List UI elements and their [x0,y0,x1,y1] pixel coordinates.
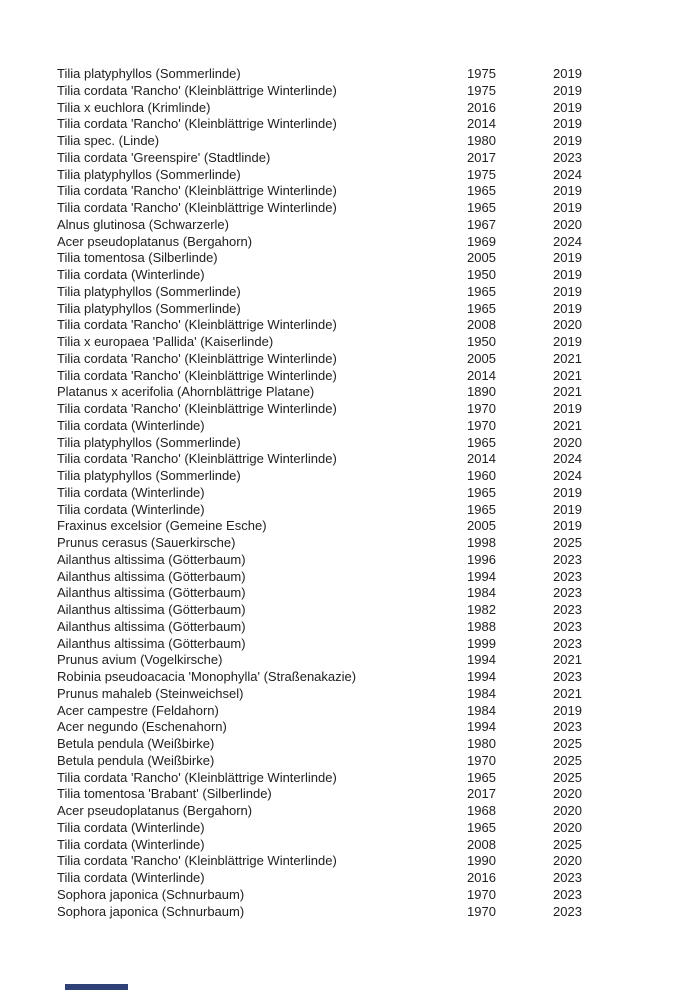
year2-cell: 2023 [553,635,582,651]
table-row [57,686,700,703]
year2-cell: 2024 [553,233,582,249]
table-row [57,870,700,887]
year1-cell: 1965 [467,501,496,517]
year1-cell: 1965 [467,200,496,215]
table-row [57,384,700,401]
species-cell: Tilia platyphyllos (Sommerlinde) [57,468,241,483]
species-cell: Fraxinus excelsior (Gemeine Esche) [57,518,267,534]
year2-cell: 2023 [553,903,582,919]
year1-cell: 1960 [467,468,496,483]
table-row [57,569,700,586]
species-cell: Tilia cordata (Winterlinde) [57,819,205,835]
species-cell: Tilia cordata 'Rancho' (Kleinblättrige Winterlinde) [57,451,337,467]
year2-cell: 2024 [553,166,582,182]
species-cell: Tilia tomentosa (Silberlinde) [57,250,218,266]
table-row [57,267,700,284]
table-row [57,652,700,669]
tree-list [57,66,700,920]
species-cell: Tilia platyphyllos (Sommerlinde) [57,283,241,299]
year2-cell: 2019 [553,183,582,199]
species-cell: Tilia platyphyllos (Sommerlinde) [57,166,241,182]
year1-cell: 1950 [467,267,496,282]
table-row [57,485,700,502]
year2-cell: 2025 [553,752,582,768]
table-row [57,820,700,837]
year2-cell: 2021 [553,652,582,668]
year2-cell: 2020 [553,216,582,232]
year1-cell: 2014 [467,367,496,383]
species-cell: Platanus x acerifolia (Ahornblättrige Platane) [57,384,315,400]
species-cell: Betula pendula (Weißbirke) [57,752,215,768]
table-row [57,770,700,787]
year1-cell: 2017 [467,149,496,165]
species-cell: Tilia cordata 'Rancho' (Kleinblättrige Winterlinde) [57,82,337,98]
species-cell: Ailanthus altissima (Götterbaum) [57,585,246,601]
year1-cell: 1967 [467,216,496,232]
species-cell: Prunus mahaleb (Steinweichsel) [57,685,244,701]
table-row [57,786,700,803]
year2-cell: 2019 [553,401,582,416]
species-cell: Tilia spec. (Linde) [57,133,160,148]
species-cell: Ailanthus altissima (Götterbaum) [57,618,246,634]
year2-cell: 2023 [553,551,582,567]
year2-cell: 2019 [553,267,582,282]
year2-cell: 2019 [553,66,582,81]
year1-cell: 1970 [467,401,496,416]
table-row [57,803,700,820]
table-row [57,669,700,686]
year1-cell: 1990 [467,853,496,869]
species-cell: Alnus glutinosa (Schwarzerle) [57,216,229,232]
table-row [57,66,700,83]
year2-cell: 2024 [553,468,582,483]
year2-cell: 2019 [553,300,582,316]
year1-cell: 1970 [467,903,496,919]
species-cell: Robinia pseudoacacia 'Monophylla' (Straßenakazie) [57,669,357,684]
species-cell: Tilia platyphyllos (Sommerlinde) [57,66,241,81]
year1-cell: 2005 [467,250,496,266]
species-cell: Tilia x europaea 'Pallida' (Kaiserlinde) [57,334,274,349]
year2-cell: 2020 [553,819,582,835]
year2-cell: 2019 [553,334,582,349]
year2-cell: 2025 [553,836,582,852]
species-cell: Tilia cordata 'Rancho' (Kleinblättrige Winterlinde) [57,183,337,199]
year1-cell: 1998 [467,535,496,550]
year1-cell: 1988 [467,618,496,634]
year1-cell: 1965 [467,819,496,835]
year1-cell: 2008 [467,317,496,333]
year2-cell: 2019 [553,133,582,148]
year2-cell: 2021 [553,350,582,366]
year1-cell: 1994 [467,568,496,584]
species-cell: Tilia cordata 'Rancho' (Kleinblättrige Winterlinde) [57,853,337,869]
species-cell: Tilia cordata (Winterlinde) [57,836,205,852]
year2-cell: 2023 [553,886,582,902]
year1-cell: 1982 [467,602,496,617]
year1-cell: 1984 [467,585,496,601]
year2-cell: 2025 [553,769,582,785]
species-cell: Ailanthus altissima (Götterbaum) [57,551,246,567]
year2-cell: 2025 [553,736,582,751]
year1-cell: 1996 [467,551,496,567]
table-row [57,301,700,318]
table-row [57,334,700,351]
year2-cell: 2020 [553,786,582,802]
year2-cell: 2023 [553,149,582,165]
year1-cell: 1970 [467,752,496,768]
year2-cell: 2023 [553,568,582,584]
species-cell: Tilia cordata 'Rancho' (Kleinblättrige Winterlinde) [57,116,337,132]
year2-cell: 2019 [553,200,582,215]
species-cell: Acer pseudoplatanus (Bergahorn) [57,803,253,818]
table-row [57,284,700,301]
table-row [57,719,700,736]
year1-cell: 2016 [467,99,496,115]
year1-cell: 1890 [467,384,496,400]
year2-cell: 2023 [553,618,582,634]
year2-cell: 2020 [553,434,582,450]
species-cell: Ailanthus altissima (Götterbaum) [57,568,246,584]
table-row [57,904,700,921]
species-cell: Tilia cordata (Winterlinde) [57,501,205,517]
year1-cell: 2017 [467,786,496,802]
table-row [57,83,700,100]
year1-cell: 1975 [467,66,496,81]
year2-cell: 2021 [553,367,582,383]
year2-cell: 2024 [553,451,582,467]
species-cell: Ailanthus altissima (Götterbaum) [57,635,246,651]
table-row [57,585,700,602]
year1-cell: 1965 [467,183,496,199]
species-cell: Acer campestre (Feldahorn) [57,702,219,718]
species-cell: Acer negundo (Eschenahorn) [57,719,227,735]
year2-cell: 2019 [553,501,582,517]
year2-cell: 2020 [553,853,582,869]
year2-cell: 2023 [553,719,582,735]
year1-cell: 2014 [467,451,496,467]
table-row [57,133,700,150]
table-row [57,552,700,569]
table-row [57,401,700,418]
partial-footer-bar [65,984,128,990]
species-cell: Prunus cerasus (Sauerkirsche) [57,535,236,550]
year2-cell: 2019 [553,82,582,98]
species-cell: Betula pendula (Weißbirke) [57,736,215,751]
year1-cell: 2008 [467,836,496,852]
table-row [57,351,700,368]
year1-cell: 1965 [467,484,496,500]
species-cell: Tilia x euchlora (Krimlinde) [57,99,211,115]
table-row [57,837,700,854]
year1-cell: 1975 [467,82,496,98]
year1-cell: 1984 [467,702,496,718]
table-row [57,200,700,217]
table-row [57,518,700,535]
species-cell: Tilia cordata 'Rancho' (Kleinblättrige Winterlinde) [57,367,337,383]
year1-cell: 1999 [467,635,496,651]
table-row [57,250,700,267]
table-row [57,502,700,519]
species-cell: Tilia cordata 'Rancho' (Kleinblättrige Winterlinde) [57,200,337,215]
year2-cell: 2019 [553,484,582,500]
year2-cell: 2019 [553,518,582,534]
year2-cell: 2019 [553,99,582,115]
year1-cell: 1965 [467,769,496,785]
table-row [57,183,700,200]
table-row [57,703,700,720]
species-cell: Tilia cordata (Winterlinde) [57,484,205,500]
year1-cell: 2016 [467,870,496,885]
species-cell: Tilia cordata 'Rancho' (Kleinblättrige Winterlinde) [57,350,337,366]
year1-cell: 1965 [467,283,496,299]
table-row [57,887,700,904]
species-cell: Prunus avium (Vogelkirsche) [57,652,223,668]
table-row [57,418,700,435]
table-row [57,468,700,485]
year2-cell: 2019 [553,250,582,266]
table-row [57,368,700,385]
species-cell: Tilia cordata 'Rancho' (Kleinblättrige Winterlinde) [57,769,337,785]
table-row [57,602,700,619]
table-row [57,736,700,753]
year2-cell: 2020 [553,803,582,818]
year1-cell: 1965 [467,434,496,450]
species-cell: Tilia cordata (Winterlinde) [57,417,205,433]
table-row [57,535,700,552]
year2-cell: 2019 [553,116,582,132]
year2-cell: 2020 [553,317,582,333]
table-row [57,317,700,334]
species-cell: Tilia cordata 'Rancho' (Kleinblättrige Winterlinde) [57,401,337,416]
year2-cell: 2023 [553,669,582,684]
species-cell: Tilia cordata (Winterlinde) [57,267,205,282]
year2-cell: 2021 [553,417,582,433]
year2-cell: 2019 [553,283,582,299]
table-row [57,753,700,770]
year1-cell: 1994 [467,719,496,735]
year2-cell: 2023 [553,870,582,885]
table-row [57,100,700,117]
table-row [57,167,700,184]
year1-cell: 1994 [467,652,496,668]
species-cell: Sophora japonica (Schnurbaum) [57,886,245,902]
year1-cell: 1984 [467,685,496,701]
year1-cell: 1950 [467,334,496,349]
table-row [57,116,700,133]
year1-cell: 1969 [467,233,496,249]
species-cell: Tilia cordata 'Rancho' (Kleinblättrige Winterlinde) [57,317,337,333]
year2-cell: 2023 [553,585,582,601]
year1-cell: 2005 [467,350,496,366]
species-cell: Ailanthus altissima (Götterbaum) [57,602,246,617]
table-row [57,435,700,452]
year1-cell: 1980 [467,736,496,751]
year1-cell: 1975 [467,166,496,182]
year1-cell: 1970 [467,886,496,902]
table-row [57,451,700,468]
species-cell: Tilia cordata 'Greenspire' (Stadtlinde) [57,149,271,165]
table-row [57,217,700,234]
table-row [57,619,700,636]
species-cell: Acer pseudoplatanus (Bergahorn) [57,233,253,249]
year1-cell: 1970 [467,417,496,433]
year1-cell: 1968 [467,803,496,818]
species-cell: Tilia cordata (Winterlinde) [57,870,205,885]
year2-cell: 2023 [553,602,582,617]
year2-cell: 2019 [553,702,582,718]
year2-cell: 2021 [553,384,582,400]
year1-cell: 1994 [467,669,496,684]
year1-cell: 2005 [467,518,496,534]
table-row [57,636,700,653]
year2-cell: 2021 [553,685,582,701]
year1-cell: 1980 [467,133,496,148]
species-cell: Sophora japonica (Schnurbaum) [57,903,245,919]
species-cell: Tilia platyphyllos (Sommerlinde) [57,434,241,450]
year2-cell: 2025 [553,535,582,550]
year1-cell: 1965 [467,300,496,316]
year1-cell: 2014 [467,116,496,132]
table-row [57,853,700,870]
table-row [57,234,700,251]
species-cell: Tilia platyphyllos (Sommerlinde) [57,300,241,316]
table-row [57,150,700,167]
species-cell: Tilia tomentosa 'Brabant' (Silberlinde) [57,786,272,802]
